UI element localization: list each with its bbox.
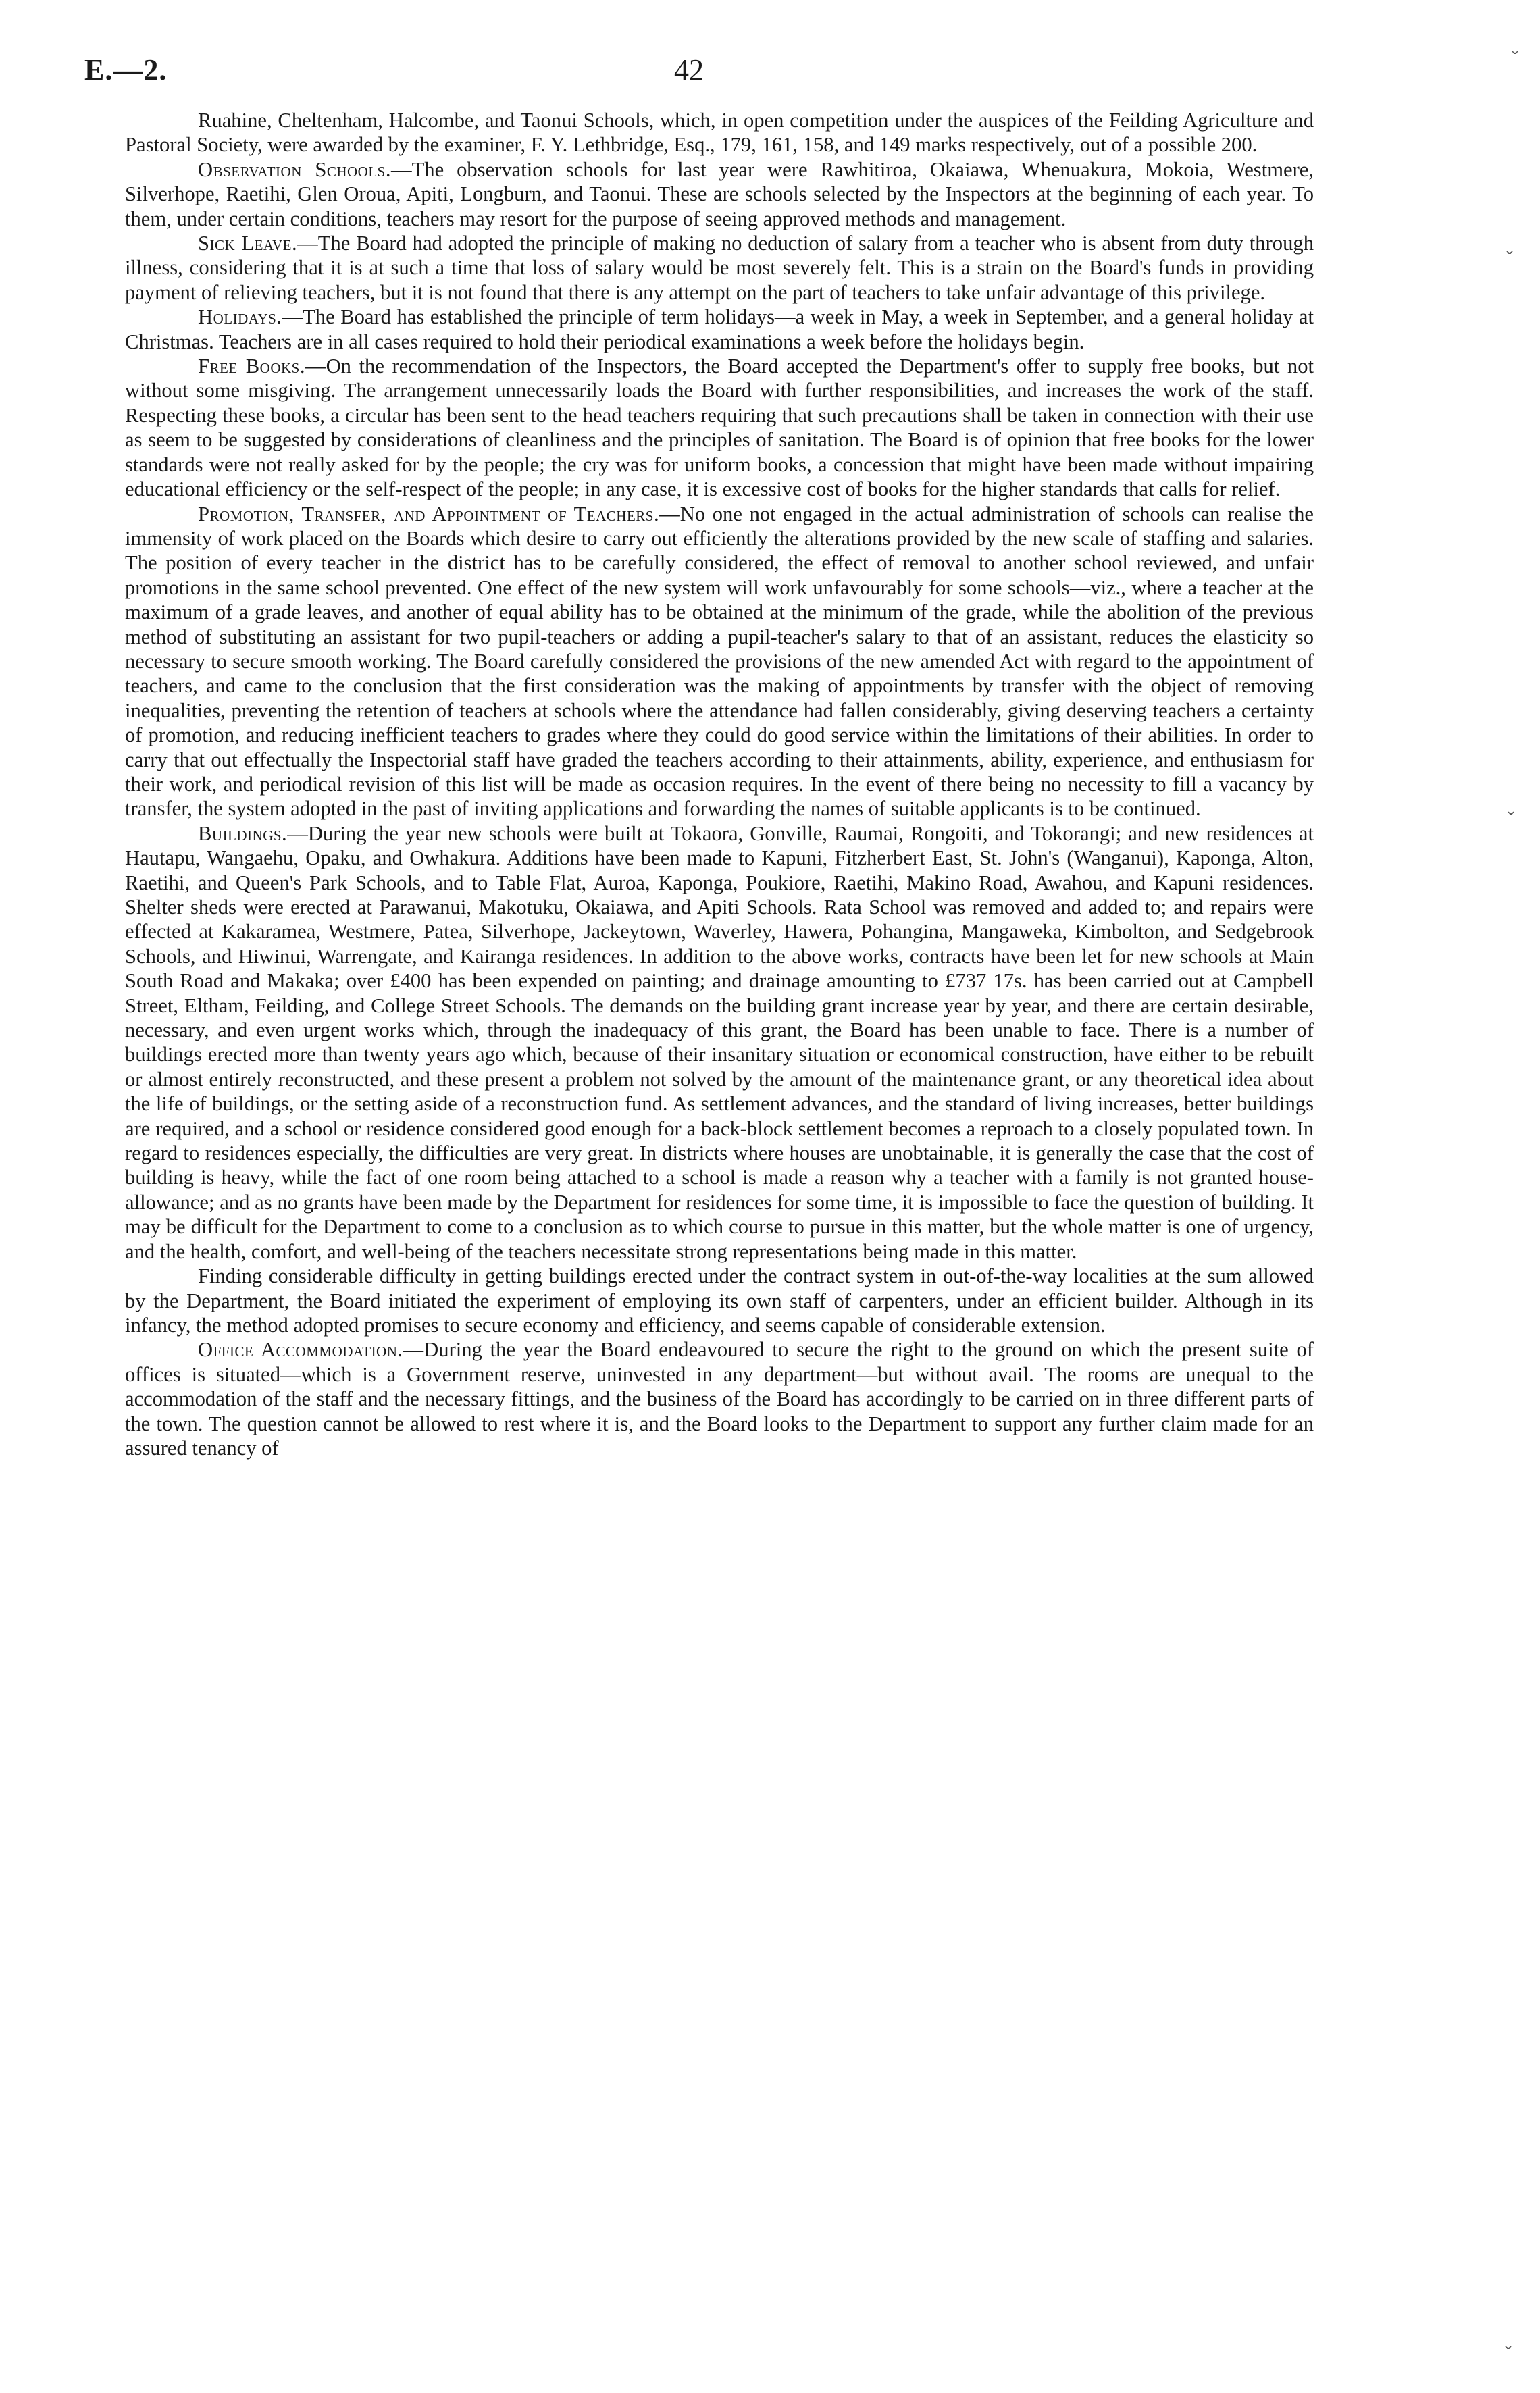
paragraph-heading: Free Books. [198,355,305,378]
paragraph-holidays [125,305,1314,354]
paragraph-schools-competition [125,108,1314,157]
page-number: 42 [674,53,704,86]
paragraph-text: —During the year new schools were built at Tokaora, Gonville, Raumai, Rongoiti, and Tokorangi; and new residences at Hautapu, Wangaehu, Opaku, and Owhakura. Additions have been made to Kapuni, Fitzherbert East, St. John's (Wanganui), Kaponga, Alton, Raetihi, and Queen's Park Schools, and to Table Flat, Auroa, Kaponga, Poukiore, Raetihi, Makino Road, Awahou, and Kapuni residences. Shelter sheds were erected at Parawanui, Makotuku, Okaiawa, and Apiti Schools. Rata School was removed and added to; and repairs were effected at Kakaramea, Westmere, Patea, Silverhope, Jackeytown, Waverley, Hawera, Pohangina, Mangaweka, Kimbolton, and Sedgebrook Schools, and Hiwinui, Warrengate, and Kairanga residences. In addition to the above works, contracts have been let for new schools at Main South Road and Makaka; over £400 has been expended on painting; and drainage amounting to £737 17s. has been carried out at Campbell Street, Eltham, Feilding, and College Street Schools. The demands on the building grant increase year by year, and there are certain desirable, necessary, and even urgent works which, through the inadequacy of this grant, the Board has been unable to face. There is a number of buildings erected more than twenty years ago which, because of their insanitary situation or economical construction, have either to be rebuilt or almost entirely reconstructed, and these present a problem not solved by the amount of the maintenance grant, or any theoretical idea about the life of buildings, or the setting aside of a reconstruction fund. As settlement advances, and the standard of living increases, better buildings are required, and a school or residence considered good enough for a back-block settlement becomes a reproach to a closely populated town. In regard to residences especially, the difficulties are very great. In districts where houses are unobtainable, it is generally the case that the cost of building is heavy, while the fact of one room being attached to a school is made a reason why a teacher with a family is not granted house-allowance; and as no grants have been made by the Department for residences for some time, it is impossible to face the question of building. It may be difficult for the Department to come to a conclusion as to which course to pursue in this matter, but the whole matter is one of urgency, and the health, comfort, and well-being of the teachers necessitate strong representations being made in this matter. [125,821,1314,1263]
page-header [84,53,1293,93]
paragraph-text: —During the year the Board endeavoured to secure the right to the ground on which the present suite of offices is situated—which is a Government reserve, uninvested in any department—but without avail. The rooms are unequal to the accommodation of the staff and the necessary fittings, and the business of the Board has accordingly to be carried on in three different parts of the town. The question cannot be allowed to rest where it is, and the Board looks to the Department to support any further claim made for an assured tenancy of [125,1338,1314,1460]
paragraph-text: —The Board had adopted the principle of making no deduction of salary from a teacher who is absent from duty through illness, considering that it is at such a time that loss of salary would be most severely felt. This is a strain on the Board's funds in providing payment of relieving teachers, but it is not found that there is any attempt on the part of teachers to take unfair advantage of this privilege. [125,232,1314,304]
paragraph-heading: Buildings. [198,821,288,845]
paragraph-buildings [125,821,1314,1264]
margin-tick-mark: ˇ [1512,47,1518,70]
paragraph-sick-leave [125,231,1314,305]
paragraph-text: —The observation schools for last year were Rawhitiroa, Okaiawa, Whenuakura, Mokoia, Westmere, Silverhope, Raetihi, Glen Oroua, Apiti, Longburn, and Taonui. These are schools selected by the Inspectors at the beginning of each year. To them, under certain conditions, teachers may resort for the purpose of seeing approved methods and management. [125,157,1314,230]
paragraph-heading: Sick Leave. [198,232,298,255]
margin-tick-mark: ˇ [1506,247,1513,269]
paragraph-text: —On the recommendation of the Inspectors, the Board accepted the Department's offer to supply free books, but not without some misgiving. The arrangement unnecessarily loads the Board with further responsibilities, and increases the work of the staff. Respecting these books, a circular has been sent to the head teachers requiring that such precautions shall be taken in connection with their use as seem to be suggested by considerations of cleanliness and the principles of sanitation. The Board is of opinion that free books for the lower standards were not really asked for by the people; the cry was for uniform books, a concession that might have been made without impairing educational efficiency or the self-respect of the people; in any case, it is excessive cost of books for the higher standards that calls for relief. [125,355,1314,501]
paragraph-observation-schools [125,157,1314,231]
report-body [125,108,1314,1460]
margin-tick-mark: ˇ [1505,2342,1512,2365]
paragraph-text: Ruahine, Cheltenham, Halcombe, and Taonui Schools, which, in open competition under the auspices of the Feilding Agriculture and Pastoral Society, were awarded by the examiner, F. Y. Lethbridge, Esq., 179, 161, 158, and 149 marks respectively, out of a possible 200. [125,109,1314,157]
margin-tick-mark: ˇ [1508,808,1514,830]
paragraph-free-books [125,354,1314,501]
paragraph-office-accommodation [125,1337,1314,1460]
paragraph-heading: Observation Schools. [198,157,391,181]
paragraph-heading: Office Accommodation. [198,1338,403,1362]
paragraph-heading: Holidays. [198,305,282,329]
paragraph-promotion-transfer [125,502,1314,821]
paragraph-carpenters-staff [125,1264,1314,1337]
document-reference: E.—2. [84,53,168,86]
paragraph-text: Finding considerable difficulty in getting buildings erected under the contract system in out-of-the-way localities at the sum allowed by the Department, the Board initiated the experiment of employing its own staff of carpenters, under an efficient builder. Although in its infancy, the method adopted promises to secure economy and efficiency, and seems capable of considerable extension. [125,1264,1314,1337]
paragraph-text: —The Board has established the principle of term holidays—a week in May, a week in September, and a general holiday at Christmas. Teachers are in all cases required to hold their periodical examinations a week before the holidays begin. [125,305,1314,353]
paragraph-heading: Promotion, Transfer, and Appointment of Teachers. [198,502,660,525]
paragraph-text: —No one not engaged in the actual administration of schools can realise the immensity of work placed on the Boards which desire to carry out efficiently the alterations provided by the new scale of staffing and salaries. The position of every teacher in the district has to be carefully considered, the effect of removal to another school reviewed, and unfair promotions in the same school prevented. One effect of the new system will work unfavourably for some schools—viz., where a teacher at the maximum of a grade leaves, and another of equal ability has to be obtained at the minimum of the grade, while the abolition of the previous method of substituting an assistant for two pupil-teachers or adding a pupil-teacher's salary to that of an assistant, reduces the elasticity so necessary to secure smooth working. The Board carefully considered the provisions of the new amended Act with regard to the appointment of teachers, and came to the conclusion that the first consideration was the making of appointments by transfer with the object of removing inequalities, preventing the retention of teachers at schools where the attendance had fallen considerably, giving deserving teachers a certainty of promotion, and reducing inefficient teachers to grades where they could do good service within the limitations of their abilities. In order to carry that out effectually the Inspectorial staff have graded the teachers according to their attainments, ability, experience, and enthusiasm for their work, and periodical revision of this list will be made as occasion requires. In the event of there being no necessity to fill a vacancy by transfer, the system adopted in the past of inviting applications and forwarding the names of suitable applicants is to be continued. [125,502,1314,821]
